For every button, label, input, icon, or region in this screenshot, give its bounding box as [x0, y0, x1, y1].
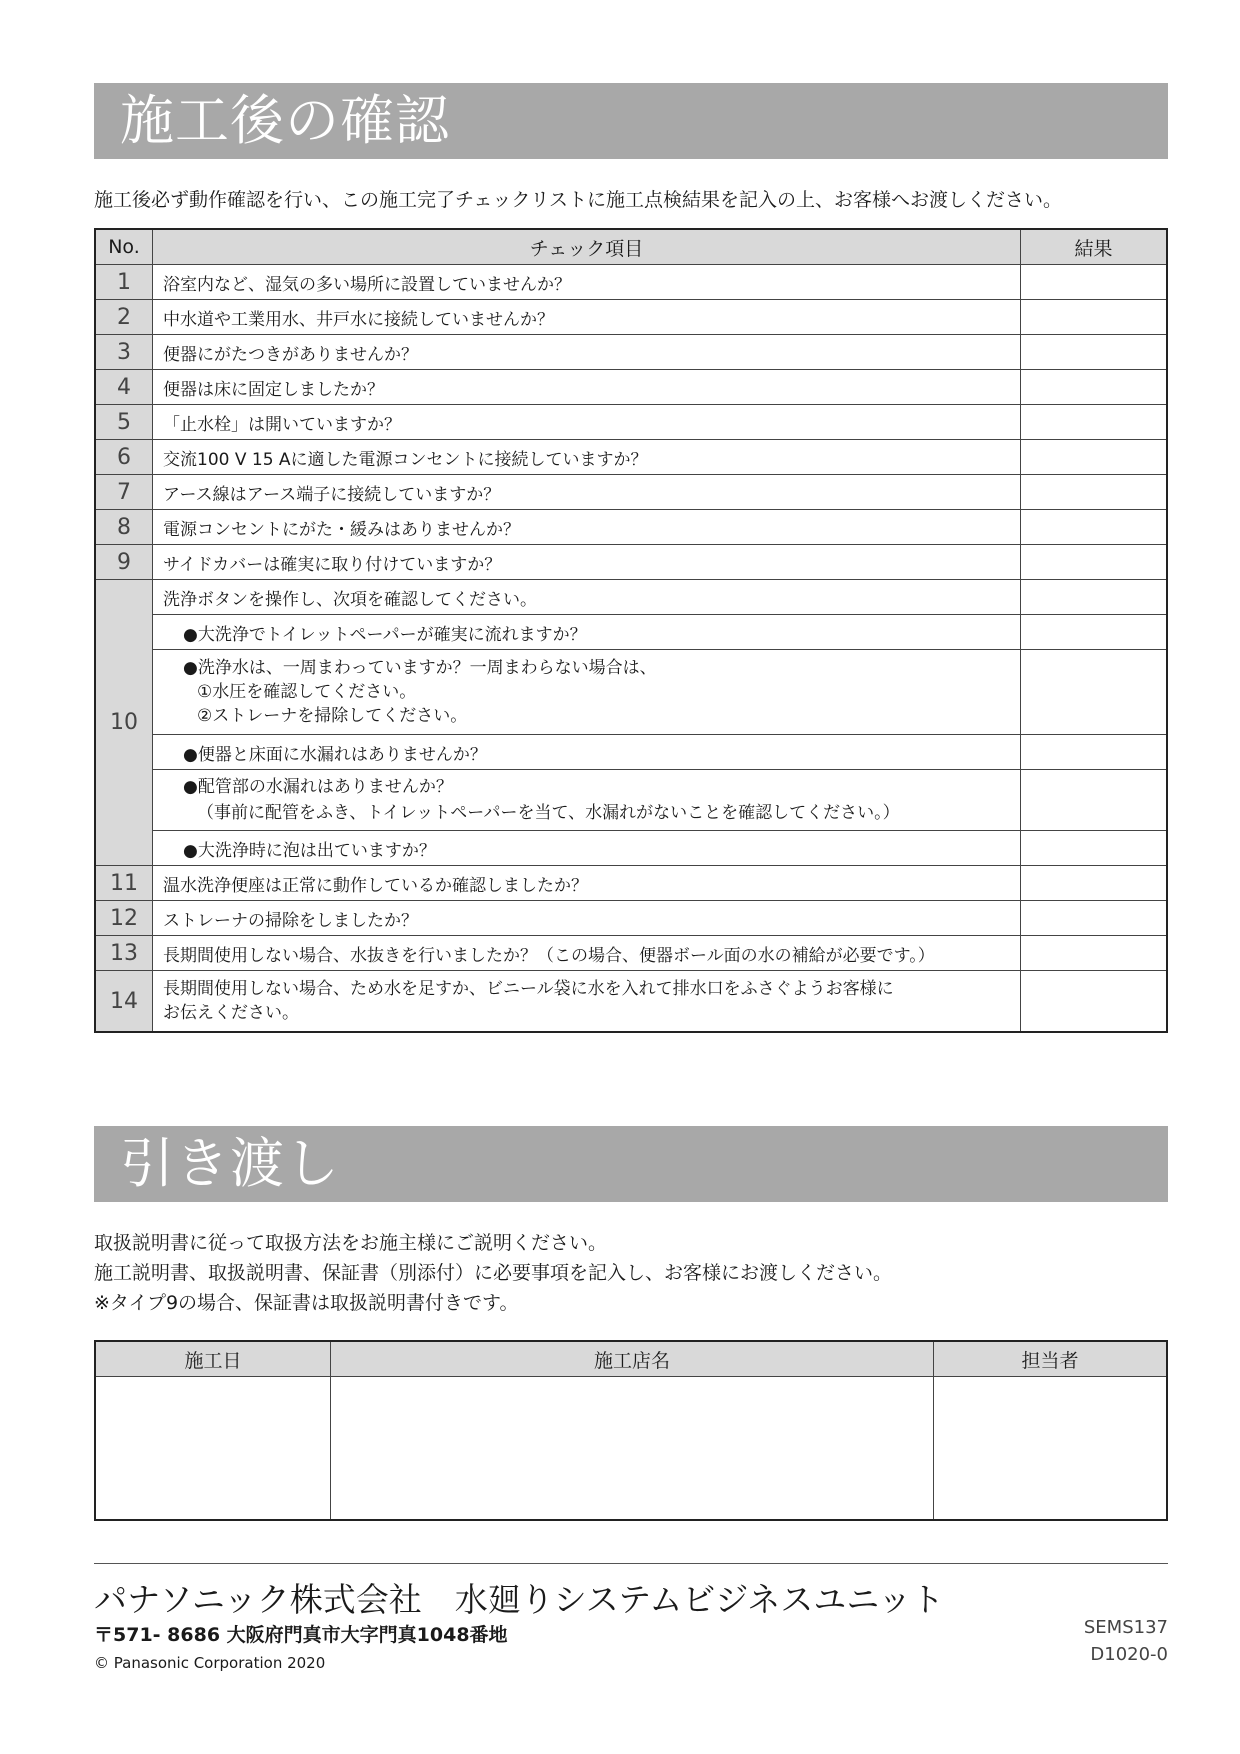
company-address: 〒571- 8686 大阪府門真市大字門真1048番地: [94, 1624, 508, 1646]
col-header-shop: 施工店名: [331, 1341, 934, 1377]
item-line: お伝えください。: [163, 1003, 299, 1023]
result-cell[interactable]: [1021, 971, 1168, 1033]
result-cell[interactable]: [1021, 405, 1168, 440]
result-cell[interactable]: [1021, 866, 1168, 901]
table-row: [95, 265, 1167, 300]
table-row: [95, 545, 1167, 580]
table-row: [95, 615, 1167, 650]
table-row: [95, 300, 1167, 335]
note-line: 取扱説明書に従って取扱方法をお施主様にご説明ください。: [94, 1232, 608, 1254]
table-row: [95, 831, 1167, 866]
intro-text: 施工後必ず動作確認を行い、この施工完了チェックリストに施工点検結果を記入の上、お客様へお渡しください。: [94, 189, 1063, 211]
subitem-line: ②ストレーナを掃除してください。: [197, 706, 468, 726]
result-cell[interactable]: [1021, 370, 1168, 405]
result-cell[interactable]: [1021, 770, 1168, 831]
footer-divider: [94, 1563, 1168, 1564]
table-row: [95, 335, 1167, 370]
result-cell[interactable]: [1021, 615, 1168, 650]
subitem-line: （事前に配管をふき、トイレットペーパーを当て、水漏れがないことを確認してください。）: [197, 803, 900, 823]
col-header-result: 結果: [1021, 229, 1168, 265]
subitem-line: ●洗浄水は、一周まわっていますか？一周まわらない場合は、: [183, 658, 657, 678]
checklist-header-row: [95, 229, 1167, 265]
company-name: パナソニック株式会社 水廻りシステムビジネスユニット: [94, 1580, 945, 1619]
row-number: 1: [95, 265, 153, 300]
handover-table: [94, 1340, 1168, 1521]
result-cell[interactable]: [1021, 335, 1168, 370]
row-number: 9: [95, 545, 153, 580]
result-cell[interactable]: [1021, 580, 1168, 615]
check-item: 温水洗浄便座は正常に動作しているか確認しましたか？: [153, 866, 1021, 901]
check-item: 便器は床に固定しましたか？: [153, 370, 1021, 405]
check-item: 便器にがたつきがありませんか？: [153, 335, 1021, 370]
check-item: 中水道や工業用水、井戸水に接続していませんか？: [153, 300, 1021, 335]
handover-header-row: [95, 1341, 1167, 1377]
table-row: [95, 580, 1167, 615]
table-row: [95, 370, 1167, 405]
result-cell[interactable]: [1021, 735, 1168, 770]
date-field[interactable]: [95, 1377, 331, 1521]
row-number: 6: [95, 440, 153, 475]
row-number: 14: [95, 971, 153, 1033]
check-item: 電源コンセントにがた・緩みはありませんか？: [153, 510, 1021, 545]
section-title: 引き渡し: [120, 1132, 340, 1195]
document-code: SEMS137: [1083, 1617, 1168, 1638]
shop-field[interactable]: [331, 1377, 934, 1521]
row-number: 2: [95, 300, 153, 335]
row-number: 5: [95, 405, 153, 440]
row-number: 12: [95, 901, 153, 936]
table-row: [95, 735, 1167, 770]
subitem-line: ①水圧を確認してください。: [197, 682, 417, 702]
result-cell[interactable]: [1021, 440, 1168, 475]
check-item: 洗浄ボタンを操作し、次項を確認してください。: [153, 580, 1021, 615]
section-title: 施工後の確認: [120, 89, 450, 152]
check-subitem: ●大洗浄時に泡は出ていますか？: [153, 831, 1021, 866]
result-cell[interactable]: [1021, 510, 1168, 545]
item-line: 長期間使用しない場合、ため水を足すか、ビニール袋に水を入れて排水口をふさぐようお客様に: [163, 979, 894, 999]
row-number: 13: [95, 936, 153, 971]
table-row: [95, 405, 1167, 440]
check-subitem: [153, 770, 1021, 831]
section-header-band: [94, 1126, 1168, 1202]
result-cell[interactable]: [1021, 475, 1168, 510]
table-row: [95, 475, 1167, 510]
table-row: [95, 866, 1167, 901]
check-item: 長期間使用しない場合、水抜きを行いましたか？（この場合、便器ボール面の水の補給が必要です。）: [153, 936, 1021, 971]
checklist-table: [94, 228, 1168, 1033]
handover-notes: [94, 1228, 892, 1318]
check-item: ストレーナの掃除をしましたか？: [153, 901, 1021, 936]
row-number: 4: [95, 370, 153, 405]
row-number: 7: [95, 475, 153, 510]
revision-code: D1020-0: [1090, 1644, 1168, 1665]
col-header-date: 施工日: [95, 1341, 331, 1377]
row-number: 3: [95, 335, 153, 370]
col-header-no: No.: [95, 229, 153, 265]
result-cell[interactable]: [1021, 300, 1168, 335]
check-item: アース線はアース端子に接続していますか？: [153, 475, 1021, 510]
row-number: 10: [95, 580, 153, 866]
result-cell[interactable]: [1021, 545, 1168, 580]
row-number: 11: [95, 866, 153, 901]
check-item: 交流100 V 15 Aに適した電源コンセントに接続していますか？: [153, 440, 1021, 475]
section-header-band: [94, 83, 1168, 159]
table-row: [95, 440, 1167, 475]
table-row: [95, 901, 1167, 936]
result-cell[interactable]: [1021, 901, 1168, 936]
col-header-item: チェック項目: [153, 229, 1021, 265]
person-field[interactable]: [934, 1377, 1168, 1521]
check-item: [153, 971, 1021, 1033]
check-subitem: ●便器と床面に水漏れはありませんか？: [153, 735, 1021, 770]
result-cell[interactable]: [1021, 831, 1168, 866]
result-cell[interactable]: [1021, 936, 1168, 971]
check-subitem: ●大洗浄でトイレットペーパーが確実に流れますか？: [153, 615, 1021, 650]
check-item: 浴室内など、湿気の多い場所に設置していませんか？: [153, 265, 1021, 300]
copyright: © Panasonic Corporation 2020: [94, 1654, 326, 1672]
table-row: [95, 971, 1167, 1033]
row-number: 8: [95, 510, 153, 545]
table-row: [95, 936, 1167, 971]
note-line: 施工説明書、取扱説明書、保証書（別添付）に必要事項を記入し、お客様にお渡しください。: [94, 1262, 893, 1284]
result-cell[interactable]: [1021, 650, 1168, 735]
table-row: [95, 770, 1167, 831]
col-header-person: 担当者: [934, 1341, 1168, 1377]
result-cell[interactable]: [1021, 265, 1168, 300]
handover-input-row: [95, 1377, 1167, 1521]
table-row: [95, 510, 1167, 545]
check-item: サイドカバーは確実に取り付けていますか？: [153, 545, 1021, 580]
check-subitem: [153, 650, 1021, 735]
check-item: 「止水栓」は開いていますか？: [153, 405, 1021, 440]
subitem-line: ●配管部の水漏れはありませんか？: [183, 777, 453, 797]
note-line: ※タイプ9の場合、保証書は取扱説明書付きです。: [94, 1292, 519, 1314]
table-row: [95, 650, 1167, 735]
